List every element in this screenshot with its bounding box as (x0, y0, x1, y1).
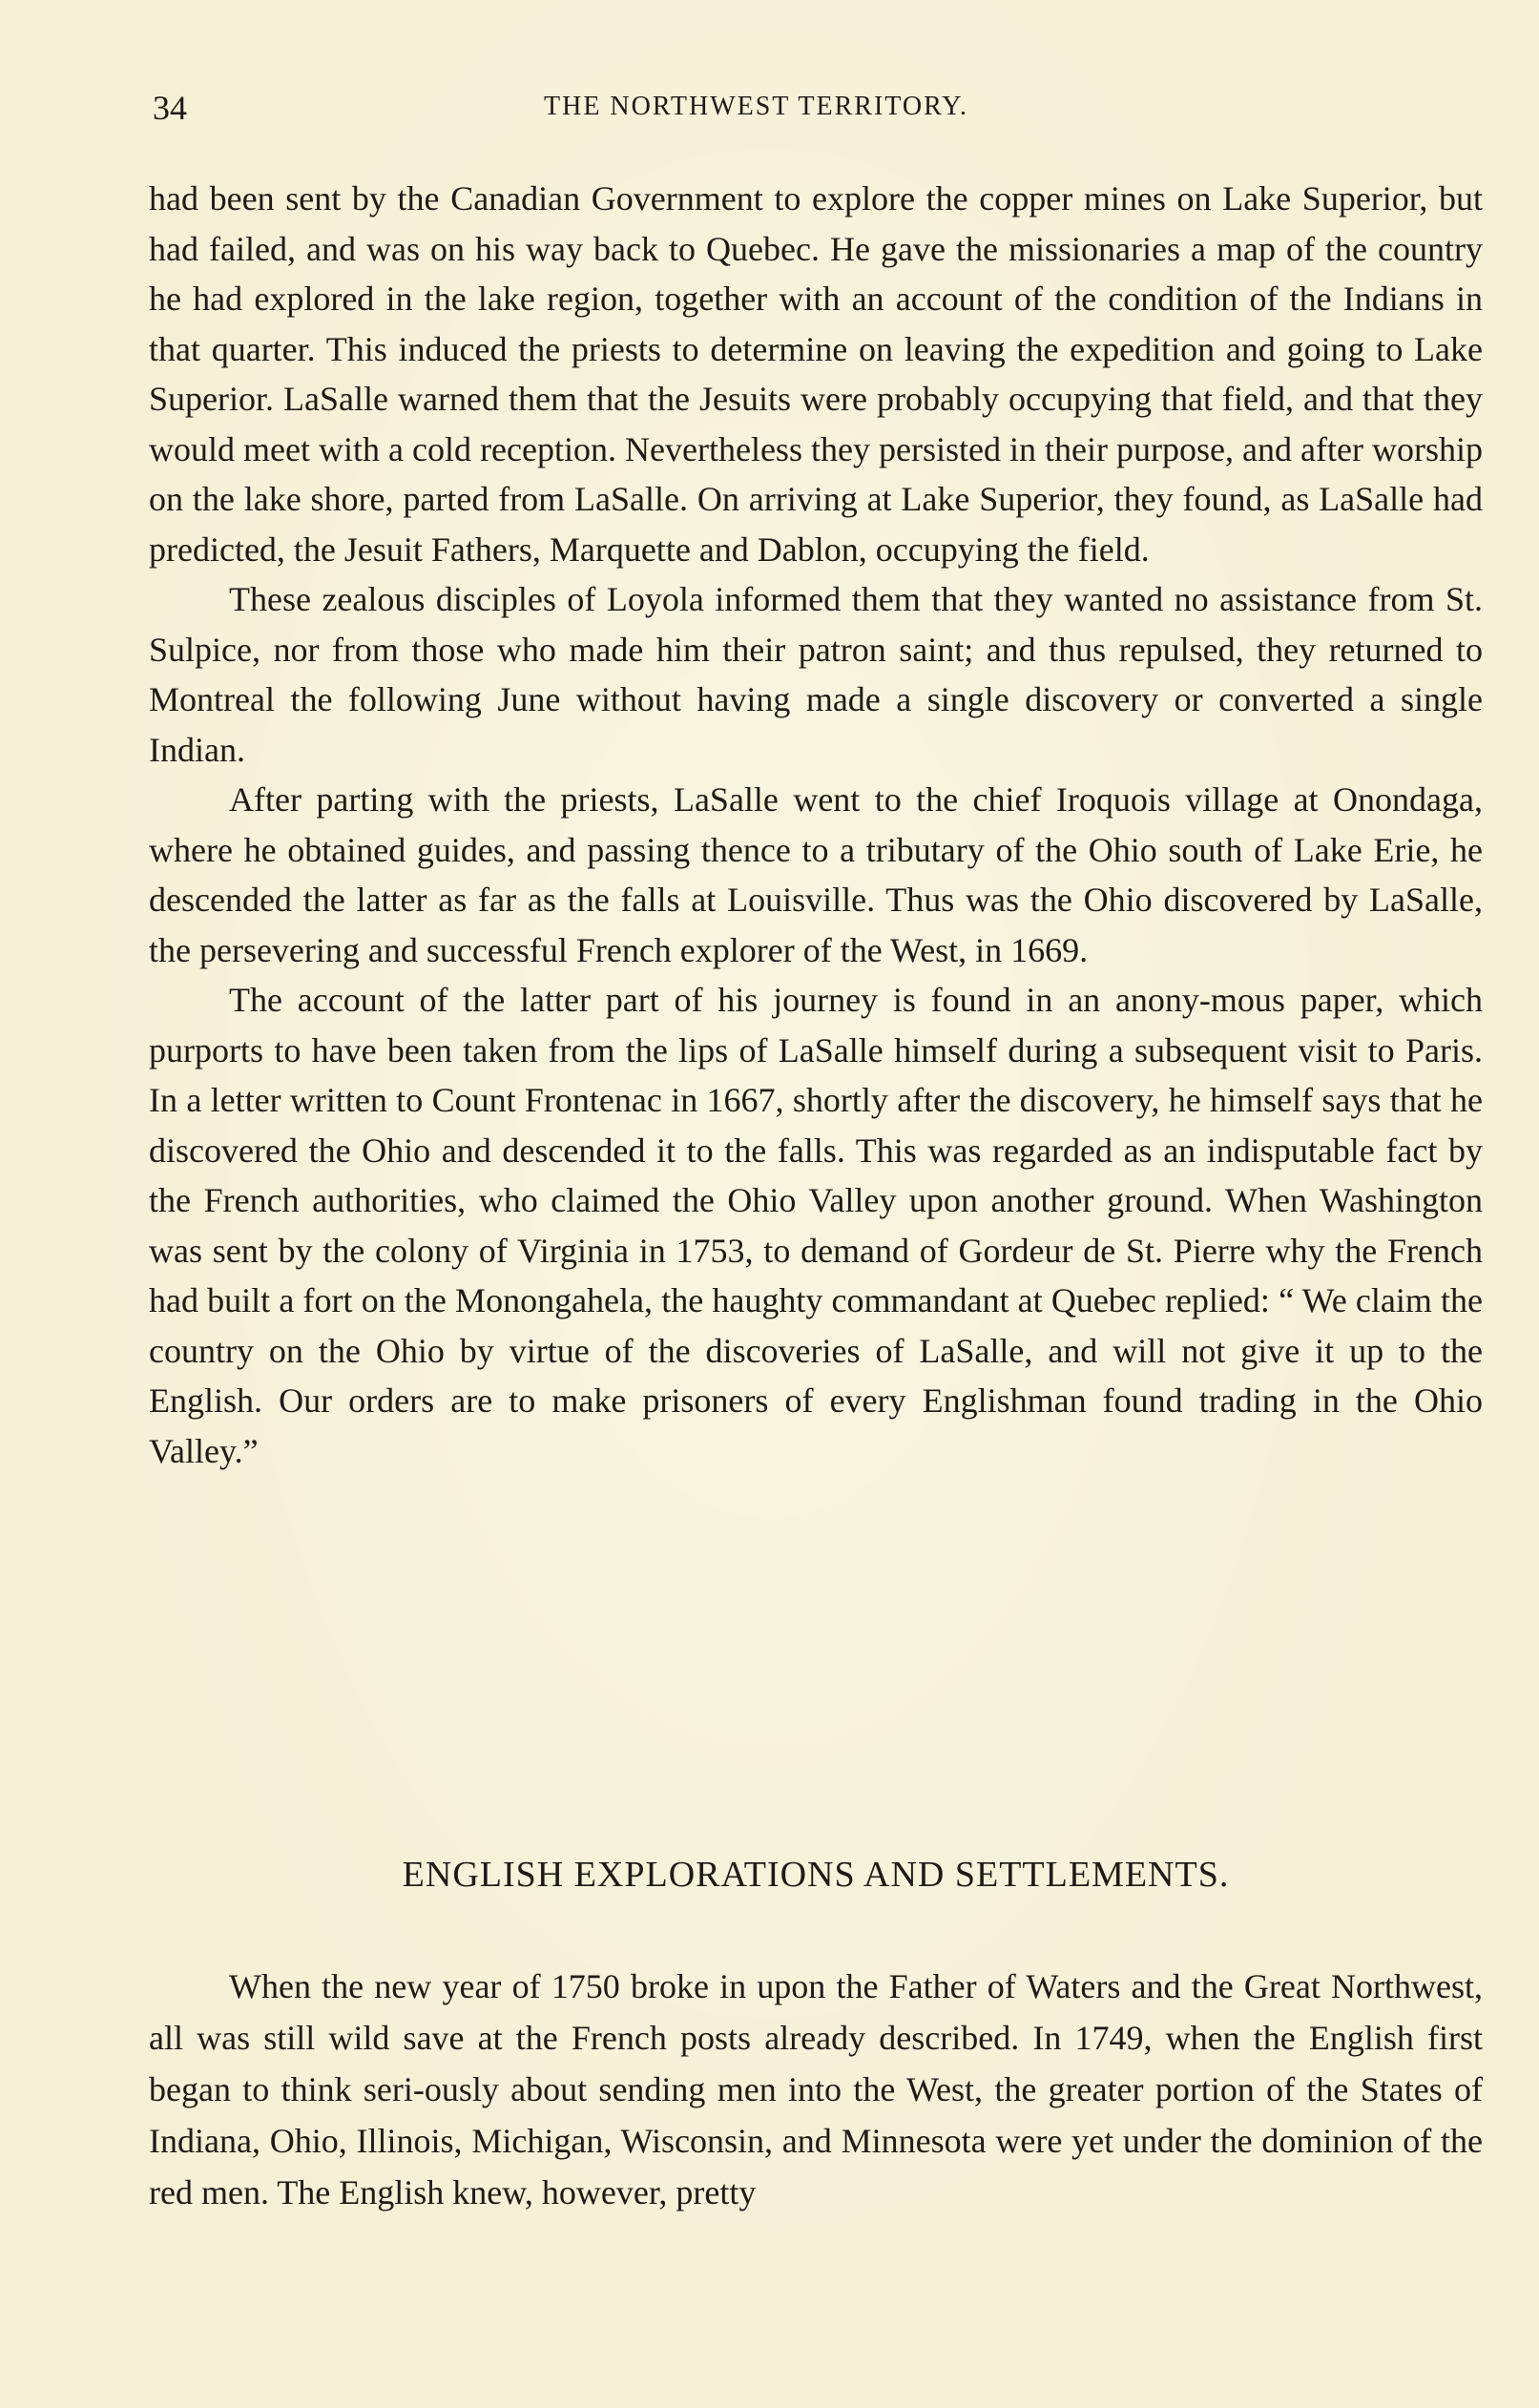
paragraph-account: The account of the latter part of his journey is found in an anony-mous paper, which purports to have been taken from the lips of LaSalle himself during a subsequent visit to Paris. In a letter written to Count Frontenac in 1667, shortly after the discovery, he himself says that he discovered the Ohio and descended it to the falls. This was regarded as an indisputable fact by the French authorities, who claimed the Ohio Valley upon another ground. When Washington was sent by the colony of Virginia in 1753, to demand of Gordeur de St. Pierre why the French had built a fort on the Monongahela, the haughty commandant at Quebec replied: “ We claim the country on the Ohio by virtue of the discoveries of LaSalle, and will not give it up to the English. Our orders are to make prisoners of every Englishman found trading in the Ohio Valley.” (149, 981, 1483, 1470)
page-number: 34 (153, 89, 187, 127)
paragraph-english: When the new year of 1750 broke in upon the Father of Waters and the Great Northwest, all was still wild save at the French posts already described. In 1749, when the English first began to think seri-ously about sending men into the West, the greater portion of the States of Indiana, Ohio, Illinois, Michigan, Wisconsin, and Minnesota were yet under the dominion of the red men. The English knew, however, pretty (149, 1967, 1483, 2211)
section-text (149, 1961, 1483, 2218)
section-heading: ENGLISH EXPLORATIONS AND SETTLEMENTS. (402, 1855, 1230, 1895)
paragraph-onondaga: After parting with the priests, LaSalle went to the chief Iroquois village at Onondaga, where he obtained guides, and passing thence to a tributary of the Ohio south of Lake Erie, he descended the latter as far as the falls at Louisville. Thus was the Ohio discovered by LaSalle, the persevering and successful French explorer of the West, in 1669. (149, 780, 1483, 969)
running-header (143, 88, 1479, 126)
paragraph-loyola: These zealous disciples of Loyola informed them that they wanted no assistance from St. Sulpice, nor from those who made him their patron saint; and thus repulsed, they returned to Montreal the following June without having made a single discovery or converted a single Indian. (149, 580, 1483, 769)
paragraph-continuation: had been sent by the Canadian Government to explore the copper mines on Lake Superior, but had failed, and was on his way back to Quebec. He gave the missionaries a map of the country he had explored in the lake region, together with an account of the condition of the Indians in that quarter. This induced the priests to determine on leaving the expedition and going to Lake Superior. LaSalle warned them that the Jesuits were probably occupying that field, and that they would meet with a cold reception. Nevertheless they persisted in their purpose, and after worship on the lake shore, parted from LaSalle. On arriving at Lake Superior, they found, as LaSalle had predicted, the Jesuit Fathers, Marquette and Dablon, occupying the field. (149, 179, 1483, 569)
body-text (149, 174, 1483, 1476)
running-title: THE NORTHWEST TERRITORY. (544, 92, 968, 121)
